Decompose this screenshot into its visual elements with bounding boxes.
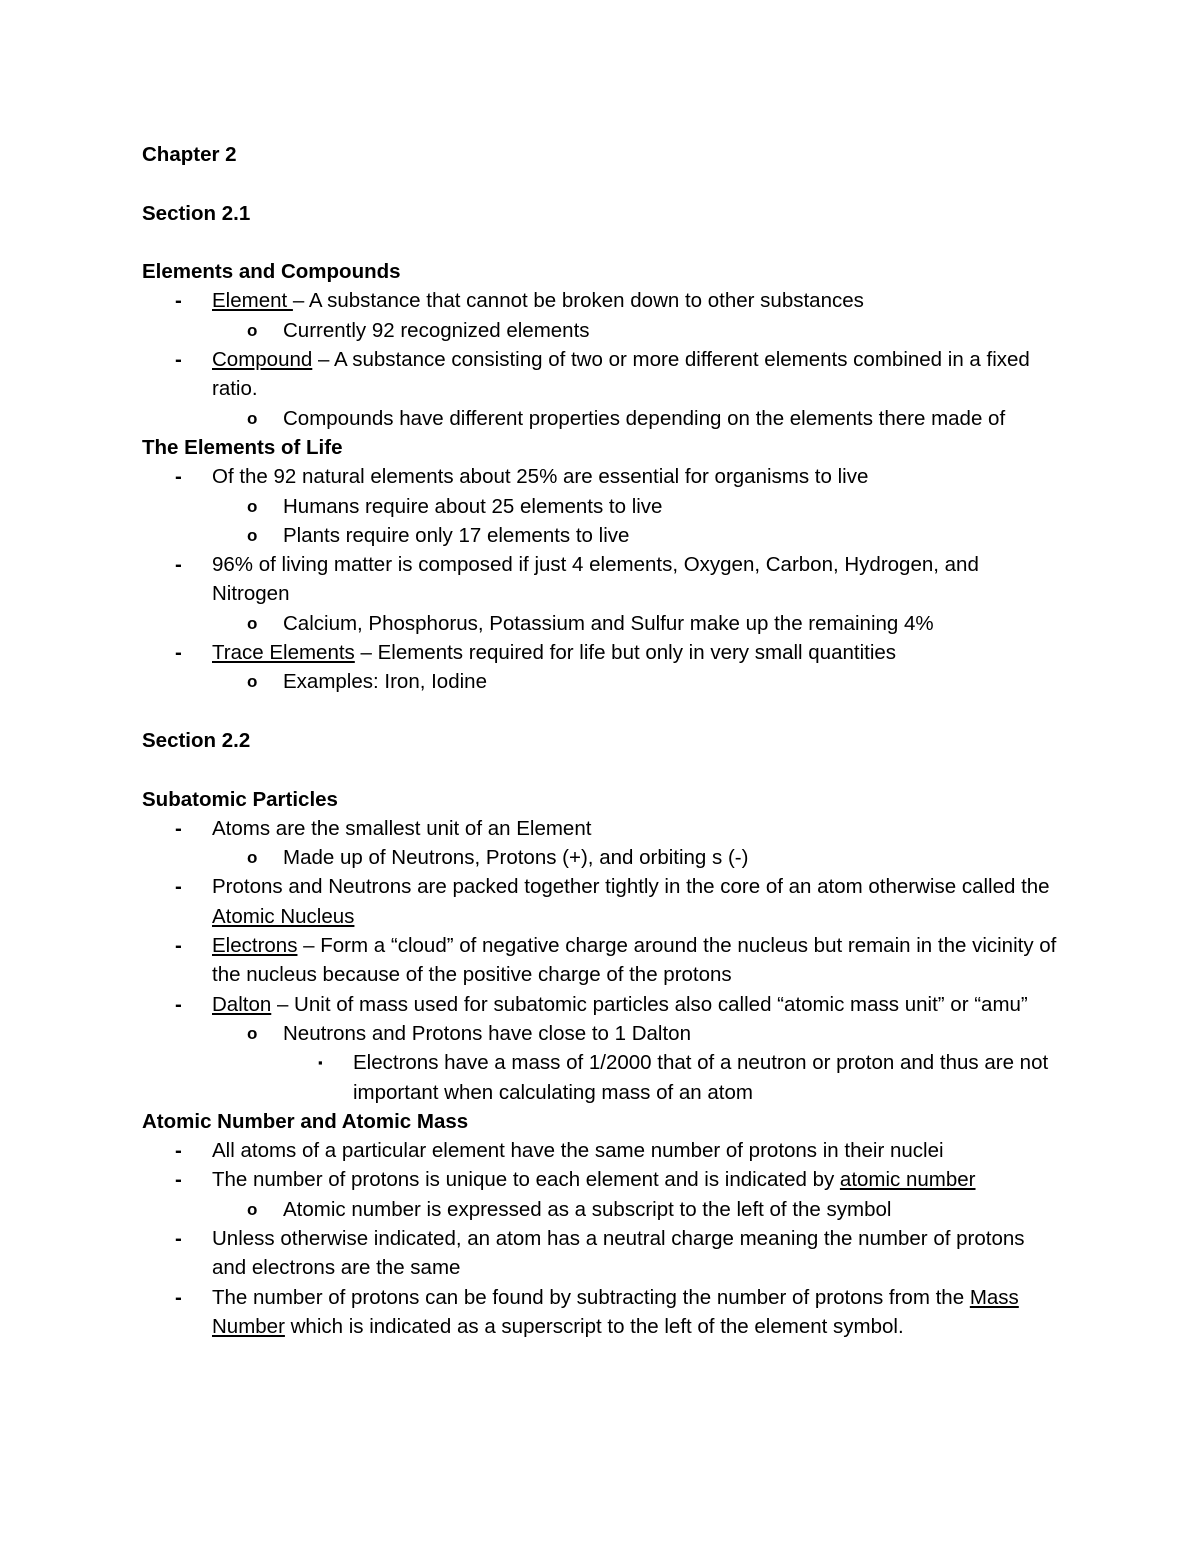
bullet-mass-number: - The number of protons can be found by subtracting the number of protons from the Mass Number which is indicated as a superscript to the left of the element symbol. xyxy=(142,1283,1060,1342)
sub-sub-bullet-electron-mass: ▪ Electrons have a mass of 1/2000 that of a neutron or proton and thus are not important when calculating mass of an atom xyxy=(142,1048,1060,1107)
sub-bullet-plants: o Plants require only 17 elements to live xyxy=(142,521,1060,550)
bullet-essential-elements: - Of the 92 natural elements about 25% are essential for organisms to live xyxy=(142,462,1060,491)
circle-bullet: o xyxy=(247,848,258,868)
section-2-1-title: Section 2.1 xyxy=(142,201,251,225)
sub-bullet-subscript: o Atomic number is expressed as a subscript to the left of the symbol xyxy=(142,1195,1060,1224)
term-dalton: Dalton xyxy=(212,992,272,1016)
circle-bullet: o xyxy=(247,672,258,692)
bullet-neutral-charge: - Unless otherwise indicated, an atom has a neutral charge meaning the number of protons and electrons are the same xyxy=(142,1224,1060,1283)
bullet-dalton: - Dalton – Unit of mass used for subatomic particles also called “atomic mass unit” or “amu” xyxy=(142,990,1060,1019)
circle-bullet: o xyxy=(247,1023,258,1043)
sub-bullet-compound-properties: o Compounds have different properties depending on the elements there made of xyxy=(142,404,1060,433)
bullet-compound-definition: - Compound – A substance consisting of two or more different elements combined in a fixed ratio. xyxy=(142,345,1060,404)
term-compound: Compound xyxy=(212,348,313,372)
dash-bullet: - xyxy=(175,1285,182,1309)
term-atomic-nucleus: Atomic Nucleus xyxy=(212,904,355,928)
bullet-same-protons: - All atoms of a particular element have the same number of protons in their nuclei xyxy=(142,1136,1060,1165)
bullet-element-definition: - Element – A substance that cannot be broken down to other substances xyxy=(142,286,1060,315)
circle-bullet: o xyxy=(247,320,258,340)
elements-of-life-heading: The Elements of Life xyxy=(142,435,343,459)
bullet-atomic-nucleus: - Protons and Neutrons are packed together tightly in the core of an atom otherwise called the Atomic Nucleus xyxy=(142,872,1060,931)
dash-bullet: - xyxy=(175,553,182,577)
sub-bullet-trace-examples: o Examples: Iron, Iodine xyxy=(142,667,1060,696)
dash-bullet: - xyxy=(175,1168,182,1192)
dash-bullet: - xyxy=(175,1226,182,1250)
dash-bullet: - xyxy=(175,289,182,313)
subatomic-particles-heading: Subatomic Particles xyxy=(142,787,338,811)
dash-bullet: - xyxy=(175,1139,182,1163)
dash-bullet: - xyxy=(175,992,182,1016)
atomic-number-mass-heading: Atomic Number and Atomic Mass xyxy=(142,1109,469,1133)
bullet-trace-elements: - Trace Elements – Elements required for life but only in very small quantities xyxy=(142,638,1060,667)
bullet-living-matter: - 96% of living matter is composed if just 4 elements, Oxygen, Carbon, Hydrogen, and Nitrogen xyxy=(142,550,1060,609)
sub-bullet-92-elements: o Currently 92 recognized elements xyxy=(142,316,1060,345)
section-2-2-title: Section 2.2 xyxy=(142,728,251,752)
sub-bullet-humans: o Humans require about 25 elements to live xyxy=(142,492,1060,521)
sub-bullet-remaining-4-percent: o Calcium, Phosphorus, Potassium and Sulfur make up the remaining 4% xyxy=(142,609,1060,638)
term-electrons: Electrons xyxy=(212,934,298,958)
term-element: Element xyxy=(212,289,293,313)
elements-compounds-heading: Elements and Compounds xyxy=(142,260,401,284)
bullet-atoms-smallest-unit: - Atoms are the smallest unit of an Element xyxy=(142,814,1060,843)
term-atomic-number: atomic number xyxy=(839,1168,976,1192)
term-mass-number: Mass Number xyxy=(212,1285,1019,1338)
circle-bullet: o xyxy=(247,1199,258,1219)
sub-bullet-made-up-of: o Made up of Neutrons, Protons (+), and orbiting s (-) xyxy=(142,843,1060,872)
term-trace-elements: Trace Elements xyxy=(212,641,355,665)
bullet-electrons: - Electrons – Form a “cloud” of negative charge around the nucleus but remain in the vicinity of the nucleus because of the positive charge of the protons xyxy=(142,931,1060,990)
dash-bullet: - xyxy=(175,934,182,958)
sub-bullet-one-dalton: o Neutrons and Protons have close to 1 Dalton xyxy=(142,1019,1060,1048)
dash-bullet: - xyxy=(175,816,182,840)
circle-bullet: o xyxy=(247,496,258,516)
square-bullet: ▪ xyxy=(318,1055,323,1071)
dash-bullet: - xyxy=(175,641,182,665)
circle-bullet: o xyxy=(247,613,258,633)
dash-bullet: - xyxy=(175,875,182,899)
dash-bullet: - xyxy=(175,348,182,372)
circle-bullet: o xyxy=(247,525,258,545)
circle-bullet: o xyxy=(247,408,258,428)
chapter-title: Chapter 2 xyxy=(142,143,237,166)
bullet-atomic-number: - The number of protons is unique to each element and is indicated by atomic number xyxy=(142,1165,1060,1194)
dash-bullet: - xyxy=(175,465,182,489)
